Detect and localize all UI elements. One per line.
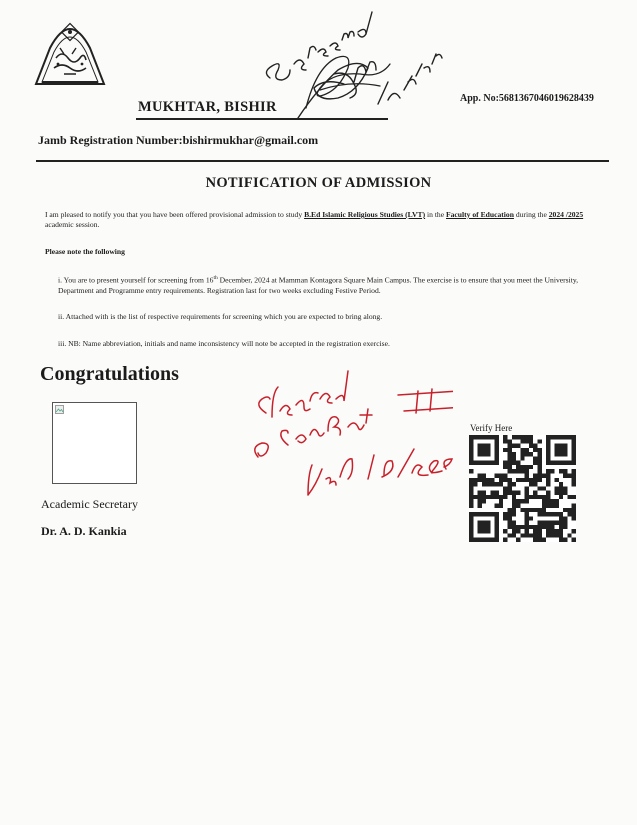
faculty-name: Faculty of Education (446, 210, 514, 219)
application-number: App. No:5681367046019628439 (460, 93, 594, 104)
congratulations-heading: Congratulations (40, 363, 179, 385)
jamb-registration: Jamb Registration Number:bishirmukhar@gmail.com (38, 133, 319, 147)
broken-image-icon (55, 405, 64, 414)
ordinal-suffix: th (213, 275, 218, 281)
signature-scribble (300, 38, 405, 116)
note-item-1-text-a: i. You are to present yourself for screening from 16 (58, 275, 214, 285)
qr-code[interactable] (469, 435, 576, 542)
academic-session: 2024 /2025 (548, 210, 584, 219)
candidate-name: MUKHTAR, BISHIR (138, 99, 277, 115)
intro-text-d: academic session. (45, 220, 100, 229)
cleared-handwritten-note (248, 365, 453, 515)
notes-heading: Please note the following (45, 247, 125, 256)
note-item-1-text-b: December, 2024 at Mamman Kontagora Square Main Campus. The exercise is to ensure that you meet the University, Department and Programme entry requirements. Registration last for two weeks excluding Festive Period. (58, 275, 579, 295)
intro-text-c: during the (513, 210, 549, 219)
note-item-3: iii. NB: Name abbreviation, initials and name inconsistency will note be accepted in the registration exercise. (58, 339, 390, 348)
note-item-1 (58, 273, 598, 296)
intro-text-b: in the (425, 210, 446, 219)
header-divider (36, 160, 609, 162)
university-crest-logo (34, 18, 106, 86)
intro-text-a: I am pleased to notify you that you have been offered provisional admission to study (45, 210, 305, 219)
admission-statement (45, 210, 593, 230)
letter-title: NOTIFICATION OF ADMISSION (205, 175, 432, 191)
programme-name: B.Ed Islamic Religious Studies (LVT) (304, 210, 426, 219)
note-item-2: ii. Attached with is the list of respective requirements for screening which you are expected to bring along. (58, 312, 383, 321)
signatory-title: Academic Secretary (41, 497, 138, 511)
passport-photo-placeholder (52, 402, 137, 484)
verify-label: Verify Here (470, 423, 513, 433)
signatory-name: Dr. A. D. Kankia (41, 524, 127, 538)
